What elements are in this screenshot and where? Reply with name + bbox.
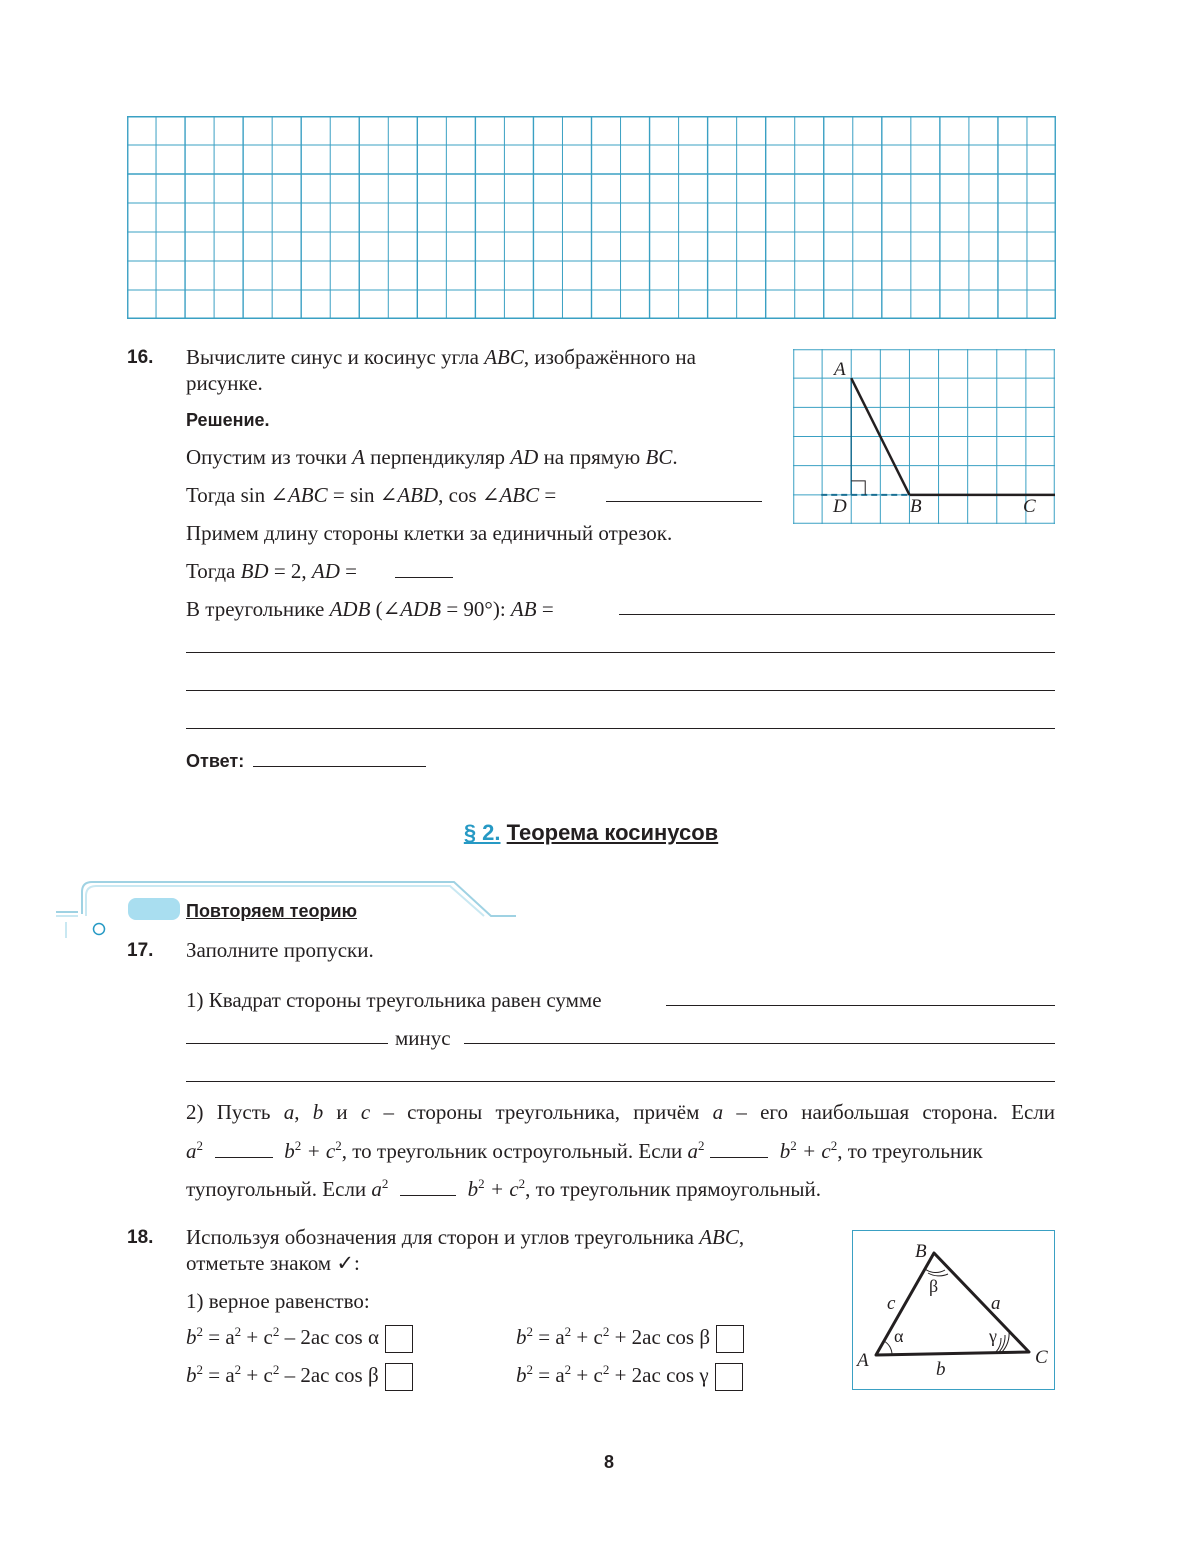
task17-part2-line2: $a^2$ $b^2 + c^2$, то треугольник остроугольный. Если $a^2$ $b^2 + c^2$, то треугольник bbox=[186, 1138, 983, 1163]
solution-step: Тогда sin ∠ABC = sin ∠ABD, cos ∠ABC = bbox=[186, 483, 557, 507]
task-text: Используя обозначения для сторон и углов треугольника ABC, bbox=[186, 1225, 745, 1249]
task17-part2-line3: тупоугольный. Если $a^2$ $b^2 + c^2$, то треугольник прямоугольный. bbox=[186, 1176, 821, 1201]
solution-step: Примем длину стороны клетки за единичный отрезок. bbox=[186, 521, 673, 545]
answer-blank[interactable] bbox=[186, 1043, 388, 1044]
side-label-c: c bbox=[887, 1293, 896, 1314]
task-text-line2: рисунке. bbox=[186, 371, 263, 395]
point-label-c: C bbox=[1023, 496, 1036, 517]
task-text-line2: отметьте знаком ✓: bbox=[186, 1251, 360, 1275]
section-title: Теорема косинусов bbox=[506, 820, 719, 845]
writing-line[interactable] bbox=[186, 728, 1055, 729]
answer-grid[interactable] bbox=[127, 116, 1056, 319]
option-checkbox[interactable] bbox=[715, 1363, 743, 1391]
answer-blank[interactable] bbox=[253, 766, 426, 767]
solution-step: Опустим из точки A перпендикуляр AD на прямую BC. bbox=[186, 445, 678, 469]
minus-word: минус bbox=[395, 1026, 451, 1050]
triangle-figure bbox=[853, 1231, 1053, 1388]
comparison-blank[interactable] bbox=[710, 1143, 768, 1158]
section-mark: § 2. bbox=[463, 820, 501, 845]
writing-line[interactable] bbox=[186, 690, 1055, 691]
writing-line[interactable] bbox=[186, 652, 1055, 653]
task-text: Заполните пропуски. bbox=[186, 938, 374, 962]
task16-figure bbox=[793, 349, 1055, 524]
task-number: 18. bbox=[127, 1227, 154, 1248]
theory-banner bbox=[56, 878, 526, 940]
task-number: 17. bbox=[127, 940, 154, 961]
answer-label: Ответ: bbox=[186, 751, 245, 771]
grid-lines bbox=[127, 116, 1056, 319]
option-checkbox[interactable] bbox=[385, 1363, 413, 1391]
side-label-b: b bbox=[936, 1359, 946, 1380]
equation-option: $b^2 = a^2 + c^2 - 2ac$ cos α bbox=[186, 1324, 413, 1353]
side-label-a: a bbox=[991, 1293, 1001, 1314]
comparison-blank[interactable] bbox=[400, 1181, 456, 1196]
angle-label-gamma: γ bbox=[989, 1326, 997, 1346]
answer-blank[interactable] bbox=[666, 1005, 1055, 1006]
answer-blank[interactable] bbox=[464, 1043, 1055, 1044]
section-heading bbox=[0, 820, 1182, 846]
solution-step: Тогда BD = 2, AD = bbox=[186, 559, 358, 583]
writing-line[interactable] bbox=[186, 1081, 1055, 1082]
task-text: Вычислите синус и косинус угла ABC, изображённого на bbox=[186, 345, 696, 369]
vertex-label-a: A bbox=[857, 1350, 869, 1371]
task18-figure bbox=[852, 1230, 1055, 1390]
task18-sub1: 1) верное равенство: bbox=[186, 1289, 370, 1313]
equation-option: $b^2 = a^2 + c^2 + 2ac$ cos β bbox=[516, 1324, 744, 1353]
point-label-a: A bbox=[834, 359, 846, 380]
vertex-label-b: B bbox=[915, 1241, 927, 1262]
page-number: 8 bbox=[603, 1452, 614, 1472]
answer-blank[interactable] bbox=[606, 501, 762, 502]
option-checkbox[interactable] bbox=[716, 1325, 744, 1353]
point-label-d: D bbox=[833, 496, 847, 517]
vertex-label-c: C bbox=[1035, 1347, 1048, 1368]
equation-option: $b^2 = a^2 + c^2 + 2ac$ cos γ bbox=[516, 1362, 743, 1391]
solution-step: В треугольнике ADB (∠ADB = 90°): AB = bbox=[186, 597, 554, 621]
solution-label: Решение. bbox=[186, 410, 270, 430]
answer-blank[interactable] bbox=[619, 614, 1055, 615]
angle-label-beta: β bbox=[929, 1276, 939, 1296]
answer-blank[interactable] bbox=[395, 577, 453, 578]
angle-label-alpha: α bbox=[894, 1326, 904, 1346]
banner-label: Повторяем теорию bbox=[186, 901, 357, 921]
equation-option: $b^2 = a^2 + c^2 - 2ac$ cos β bbox=[186, 1362, 413, 1391]
task-number: 16. bbox=[127, 347, 154, 368]
point-label-b: B bbox=[910, 496, 922, 517]
option-checkbox[interactable] bbox=[385, 1325, 413, 1353]
task17-part1: 1) Квадрат стороны треугольника равен сумме bbox=[186, 988, 602, 1012]
task17-part2-line1: 2) Пусть a, b и c – стороны треугольника, причём a – его наибольшая сторона. Если bbox=[186, 1100, 1055, 1124]
comparison-blank[interactable] bbox=[215, 1143, 273, 1158]
